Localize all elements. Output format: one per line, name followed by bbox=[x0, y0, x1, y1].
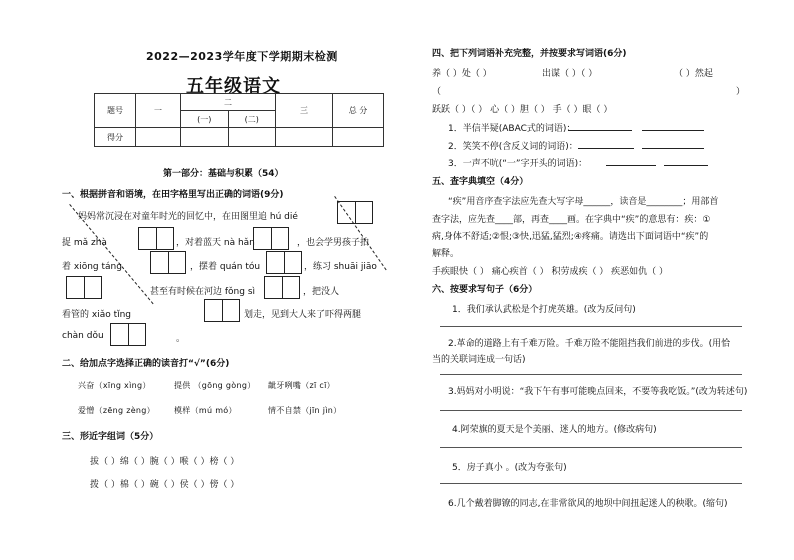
q4-item[interactable]: 出谋（ ）（ ） bbox=[542, 69, 598, 79]
q5-title: 五、查字典填空（4分） bbox=[432, 177, 529, 187]
q6-item: 4.阿荣旗的夏天是个美丽、迷人的地方。(修改病句) bbox=[452, 425, 657, 435]
q3-row[interactable]: 拨（ ）棉（ ）碗（ ）侯（ ）傍（ ） bbox=[90, 480, 240, 490]
tianzige-box[interactable] bbox=[204, 299, 240, 322]
score-cell[interactable] bbox=[276, 128, 333, 147]
answer-line[interactable] bbox=[642, 148, 704, 149]
q1-text: 妈妈常沉浸在对童年时光的回忆中，在田图里追 hú dié bbox=[78, 212, 298, 222]
q3-row[interactable]: 拔（ ）绵（ ）腕（ ）喉（ ）榜（ ） bbox=[90, 457, 240, 467]
q2-item[interactable]: 情不自禁（jīn jìn） bbox=[268, 406, 342, 415]
score-cell[interactable] bbox=[228, 128, 276, 147]
q5-text: 解释。 bbox=[432, 249, 460, 259]
q1-text: chàn dǒu bbox=[62, 331, 104, 341]
exam-title: 2022—2023学年度下学期期末检测 bbox=[146, 50, 338, 63]
q2-item[interactable]: 兴奋（xīng xìng） bbox=[78, 381, 151, 390]
tianzige-box[interactable] bbox=[138, 227, 174, 250]
q6-item: 3.妈妈对小明说：“我下午有事可能晚点回来，不要等我吃饭。”(改为转述句) bbox=[448, 387, 748, 397]
q4-item[interactable]: （ ）然起 bbox=[674, 69, 713, 79]
tianzige-box[interactable] bbox=[150, 251, 186, 274]
score-col-2: 二 bbox=[181, 94, 276, 111]
q6-item: 6.几个戴着脚镣的同志,在非常欲风的地坝中间扭起迷人的秧歌。(缩句) bbox=[448, 499, 728, 509]
answer-line[interactable] bbox=[440, 483, 742, 484]
q1-text: 划走，见到大人来了吓得两腿 bbox=[244, 310, 362, 320]
score-row-label: 得分 bbox=[95, 128, 136, 147]
score-cell[interactable] bbox=[333, 128, 384, 147]
q4-title: 四、把下列词语补充完整，并按要求写词语(6分) bbox=[432, 49, 627, 59]
grade-subject-title: 五年级语文 bbox=[186, 76, 281, 97]
score-col-1: 一 bbox=[136, 94, 181, 128]
q3-title: 三、形近字组词（5分） bbox=[62, 432, 159, 442]
answer-line[interactable] bbox=[642, 130, 704, 131]
q6-item: 1．我们承认武松是个打虎英雄。(改为反问句) bbox=[452, 305, 636, 315]
tianzige-box[interactable] bbox=[266, 251, 302, 274]
tianzige-box[interactable] bbox=[110, 323, 146, 346]
q6-item: 5．房子真小 。(改为夸张句) bbox=[452, 463, 567, 473]
score-header-label: 题号 bbox=[95, 94, 136, 128]
tianzige-box[interactable] bbox=[264, 276, 300, 299]
q2-item[interactable]: 提供 （gōng gòng） bbox=[174, 381, 256, 390]
answer-line[interactable] bbox=[440, 447, 742, 448]
q1-text: ，也会学男孩子拍 bbox=[297, 238, 370, 248]
answer-line[interactable] bbox=[440, 410, 742, 411]
q6-item: 当的关联词连成一句话) bbox=[432, 355, 526, 365]
answer-line[interactable] bbox=[578, 148, 634, 149]
q1-text: ，对着蓝天 nà hǎn bbox=[176, 238, 255, 248]
q4-item[interactable]: 养（ ）处（ ） bbox=[432, 69, 492, 79]
q4-bracket: ） bbox=[736, 87, 746, 97]
q1-text: 。 bbox=[176, 334, 186, 344]
q1-text: ，摆着 quán tóu bbox=[190, 262, 261, 272]
q5-text: 病,身体不舒适;②恨;③快,迅猛,猛烈;④疼痛。请选出下面词语中“疾”的 bbox=[432, 232, 709, 242]
q4-subitem: 1．半信半疑(ABAC式的词语)： bbox=[448, 124, 576, 134]
score-col-3: 三 bbox=[276, 94, 333, 128]
part-one-heading: 第一部分：基础与积累（54） bbox=[163, 169, 284, 179]
q6-item: 2.革命的道路上有千难万险。千难万险不能阻挡我们前进的步伐。(用恰 bbox=[448, 339, 731, 349]
q5-text: “疾”用音序查字法应先查大写字母______，读音是________；用部首 bbox=[448, 197, 719, 207]
q4-subitem: 3．一声不吭(“一”字开头的词语)： bbox=[448, 159, 588, 169]
q5-options[interactable]: 手疾眼快（ ） 痛心疾首（ ） 积劳成疾（ ） 疾恶如仇（ ） bbox=[432, 267, 669, 277]
tianzige-box[interactable] bbox=[337, 201, 373, 224]
score-cell[interactable] bbox=[136, 128, 181, 147]
q2-item[interactable]: 模样（mú mó） bbox=[174, 406, 237, 415]
q2-title: 二、给加点字选择正确的读音打“√”(6分) bbox=[62, 359, 230, 369]
answer-line[interactable] bbox=[568, 130, 632, 131]
answer-line[interactable] bbox=[440, 374, 742, 375]
q4-subitem: 2．笑笑不停(含反义词的词语)： bbox=[448, 142, 578, 152]
score-col-total: 总 分 bbox=[333, 94, 384, 128]
q1-text: 捉 mǎ zhà bbox=[62, 238, 107, 248]
score-col-2-sub-2: (二) bbox=[228, 111, 276, 128]
score-table bbox=[94, 93, 384, 147]
q5-text: 查字法，应先查____部，再查____画。在字典中“疾”的意思有：疾：① bbox=[432, 215, 711, 225]
score-col-2-sub-1: (一) bbox=[181, 111, 229, 128]
answer-line[interactable] bbox=[606, 165, 656, 166]
q4-item[interactable]: 跃跃（ ）（ ） 心（ ）胆（ ） 手（ ）眼（ ） bbox=[432, 105, 613, 115]
q4-bracket: （ bbox=[432, 87, 442, 97]
q1-text: ，练习 shuāi jiāo bbox=[304, 262, 377, 272]
q1-text: ，把没人 bbox=[303, 287, 340, 297]
score-cell[interactable] bbox=[181, 128, 229, 147]
answer-line[interactable] bbox=[664, 165, 708, 166]
tianzige-box[interactable] bbox=[66, 276, 102, 299]
q2-item[interactable]: 龇牙咧嘴（zī cī） bbox=[268, 381, 335, 390]
q6-title: 六、按要求写句子（6分） bbox=[432, 285, 538, 295]
q1-text: 甚至有时候在河边 fǒng sì bbox=[150, 287, 256, 297]
q1-text: 着 xiōng táng bbox=[62, 262, 122, 272]
answer-line[interactable] bbox=[440, 326, 742, 327]
q1-text: 看管的 xiǎo tǐng bbox=[62, 310, 132, 320]
q1-title: 一、根据拼音和语境，在田字格里写出正确的词语(9分) bbox=[62, 190, 284, 200]
tianzige-box[interactable] bbox=[253, 227, 289, 250]
q2-item[interactable]: 爱憎（zēng zèng） bbox=[78, 406, 155, 415]
